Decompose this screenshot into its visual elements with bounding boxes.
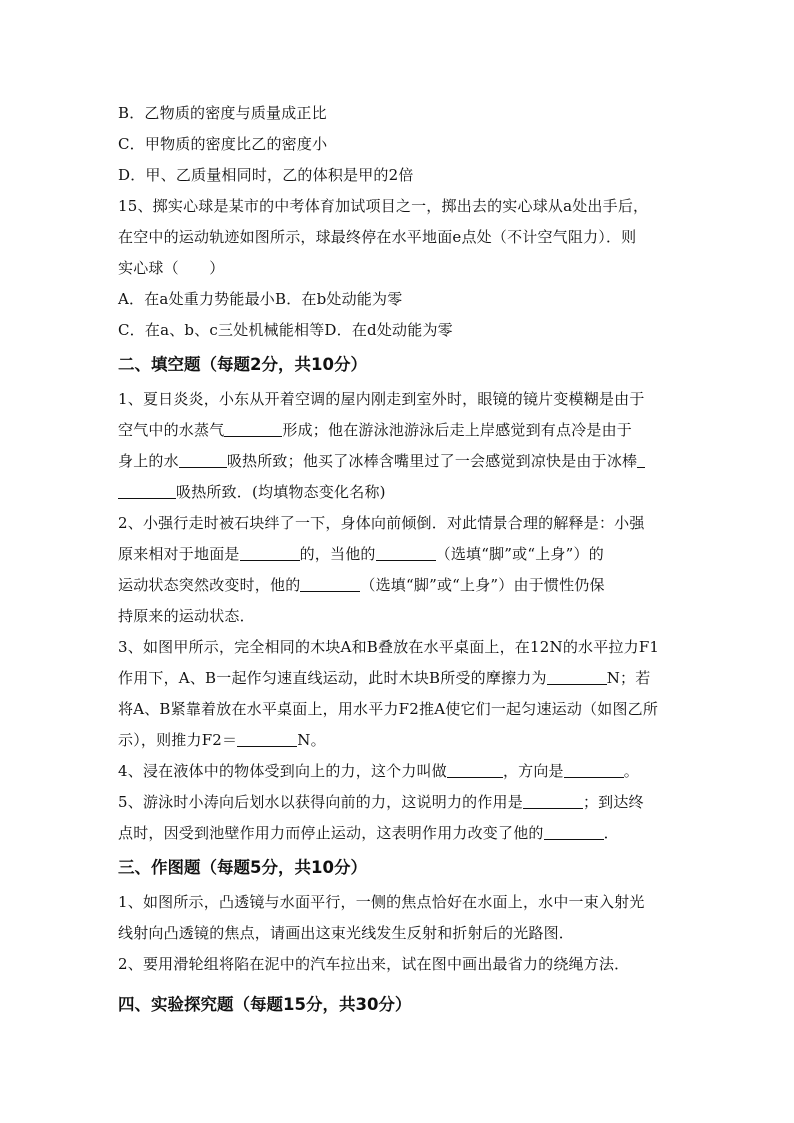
answer-blank: [179, 450, 227, 468]
s2-q3-line3: 将A、B紧靠着放在水平桌面上，用水平力F2推A使它们一起匀速运动（如图乙所: [118, 700, 659, 718]
s2-q3-line4: 示），则推力F2＝ N。: [118, 731, 326, 749]
answer-blank: [300, 574, 360, 592]
s3-q2-line: 2、要用滑轮组将陷在泥中的汽车拉出来，试在图中画出最省力的绕绳方法．: [118, 955, 630, 973]
s2-q3-line2: 作用下，A、B一起作匀速直线运动，此时木块B所受的摩擦力为 N；若: [118, 669, 651, 687]
s2-q1-line2: 空气中的水蒸气 形成；他在游泳池游泳后走上岸感觉到有点冷是由于: [118, 421, 633, 439]
answer-blank: [564, 760, 624, 778]
s2-q2-line2: 原来相对于地面是 的，当他的 （选填“脚”或“上身”）的: [118, 545, 604, 563]
s2-q2-line1: 2、小强行走时被石块绊了一下，身体向前倾倒．对此情景合理的解释是：小强: [118, 514, 645, 532]
s3-q1-line1: 1、如图所示，凸透镜与水面平行，一侧的焦点恰好在水面上，水中一束入射光: [118, 893, 645, 911]
answer-blank: [240, 543, 300, 561]
q14-option-c: C．甲物质的密度比乙的密度小: [118, 135, 328, 153]
q15-options-ab: A．在a处重力势能最小B．在b处动能为零: [118, 290, 403, 308]
s2-q5-line1: 5、游泳时小涛向后划水以获得向前的力，这说明力的作用是 ；到达终: [118, 793, 644, 811]
section-heading-fill-in: 二、填空题（每题2分，共10分）: [118, 355, 367, 374]
exam-content: [118, 98, 678, 1024]
s2-q1-line1: 1、夏日炎炎，小东从开着空调的屋内刚走到室外时，眼镜的镜片变模糊是由于: [118, 390, 645, 408]
q15-options-cd: C．在a、b、c三处机械能相等D．在d处动能为零: [118, 321, 453, 339]
s2-q1-line3: 身上的水 吸热所致；他买了冰棒含嘴里过了一会感觉到凉快是由于冰棒: [118, 446, 678, 477]
answer-blank: [523, 791, 583, 809]
s2-q4-line: 4、浸在液体中的物体受到向上的力，这个力叫做 ，方向是 。: [118, 762, 639, 780]
s2-q5-line2: 点时，因受到池壁作用力而停止运动，这表明作用力改变了他的 ．: [118, 824, 619, 842]
answer-blank: [224, 419, 282, 437]
s2-q2-line3: 运动状态突然改变时，他的 （选填“脚”或“上身”）由于惯性仍保: [118, 576, 605, 594]
answer-blank: [637, 450, 645, 468]
s2-q2-line4: 持原来的运动状态．: [118, 607, 255, 625]
q14-option-d: D．甲、乙质量相同时，乙的体积是甲的2倍: [118, 166, 414, 184]
section-heading-experiment: 四、实验探究题（每题15分，共30分）: [118, 995, 412, 1014]
q15-stem-line1: 15、掷实心球是某市的中考体育加试项目之一，掷出去的实心球从a处出手后，: [118, 197, 649, 215]
answer-blank: [447, 760, 503, 778]
s2-q1-line4: 吸热所致．(均填物态变化名称): [118, 477, 678, 508]
s2-q3-line1: 3、如图甲所示，完全相同的木块A和B叠放在水平桌面上，在12N的水平拉力F1: [118, 638, 660, 656]
answer-blank: [547, 667, 607, 685]
answer-blank: [118, 481, 176, 499]
answer-blank: [544, 822, 604, 840]
answer-blank: [237, 729, 297, 747]
answer-blank: [376, 543, 436, 561]
q15-stem-line2: 在空中的运动轨迹如图所示，球最终停在水平地面e点处（不计空气阻力）．则: [118, 228, 637, 246]
section-heading-drawing: 三、作图题（每题5分，共10分）: [118, 858, 367, 877]
s3-q1-line2: 线射向凸透镜的焦点，请画出这束光线发生反射和折射后的光路图．: [118, 924, 575, 942]
q15-stem-line3: 实心球（ ）: [118, 259, 225, 277]
q14-option-b: B．乙物质的密度与质量成正比: [118, 104, 327, 122]
